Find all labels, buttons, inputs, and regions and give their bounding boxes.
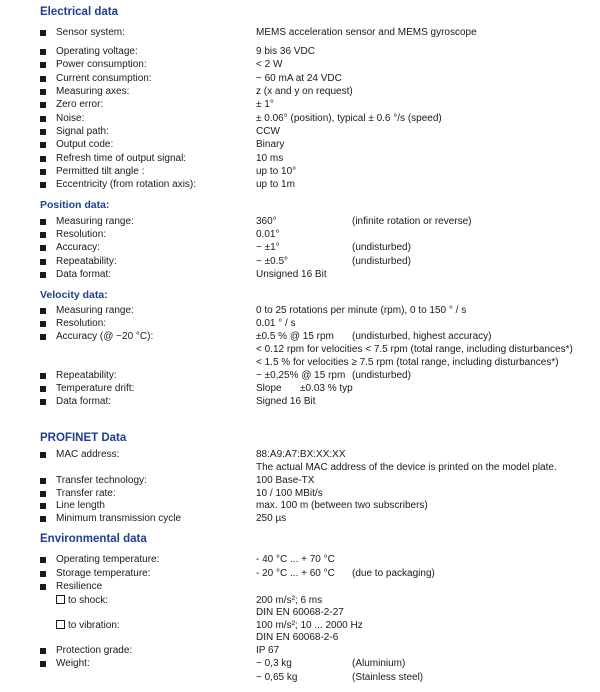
row-value: Binary	[256, 139, 285, 150]
velocity-accuracy-line3: < 1.5 % for velocities ≥ 7.5 rpm (total range, including disturbances*)	[256, 357, 559, 368]
row-label: Signal path:	[56, 126, 109, 137]
bullet	[40, 661, 46, 667]
env-weight-note1: (Aluminium)	[352, 658, 406, 669]
velocity-repeat-note: (undisturbed)	[352, 370, 411, 381]
bullet	[40, 584, 46, 590]
velocity-format-value: Signed 16 Bit	[256, 396, 316, 407]
env-protection-label: Protection grade:	[56, 645, 133, 656]
bullet	[40, 321, 46, 327]
row-value: 9 bis 36 VDC	[256, 46, 315, 57]
row-note: (undisturbed)	[352, 256, 411, 267]
bullet	[40, 49, 46, 55]
row-label: Measuring range:	[56, 216, 134, 227]
velocity-accuracy-line2: < 0.12 rpm for velocities < 7.5 rpm (total range, including disturbances*)	[256, 344, 573, 355]
row-label: Resolution:	[56, 229, 107, 240]
bullet	[40, 386, 46, 392]
row-label: Sensor system:	[56, 27, 125, 38]
velocity-repeat-label: Repeatability:	[56, 370, 117, 381]
section-title-velocity: Velocity data:	[40, 289, 108, 301]
velocity-resolution-label: Resolution:	[56, 318, 107, 329]
bullet	[40, 373, 46, 379]
env-vibration-label: to vibration:	[68, 620, 120, 631]
velocity-accuracy-label: Accuracy (@ ~20 °C):	[56, 331, 154, 342]
velocity-repeat-value: ~ ±0,25% @ 15 rpm	[256, 370, 346, 381]
row-label: Repeatability:	[56, 256, 117, 267]
bullet	[40, 116, 46, 122]
bullet	[40, 272, 46, 278]
velocity-resolution-value: 0.01 ° / s	[256, 318, 296, 329]
bullet	[40, 478, 46, 484]
row-label: Minimum transmission cycle	[56, 513, 182, 524]
env-protection-value: IP 67	[256, 645, 280, 656]
bullet	[40, 571, 46, 577]
env-vibration-item	[56, 620, 120, 631]
row-value: 100 Base-TX	[256, 475, 315, 486]
velocity-drift-label: Temperature drift:	[56, 383, 135, 394]
checkbox-icon	[56, 595, 65, 604]
env-weight-value1: ~ 0,3 kg	[256, 658, 292, 669]
env-op-temp-label: Operating temperature:	[56, 554, 160, 565]
row-label: Zero error:	[56, 99, 104, 110]
velocity-drift-value: Slope	[256, 383, 282, 394]
row-value: ± 1°	[256, 99, 274, 110]
velocity-accuracy-value: ±0.5 % @ 15 rpm	[256, 331, 334, 342]
row-label: Permitted tilt angle :	[56, 166, 145, 177]
bullet	[40, 30, 46, 36]
velocity-range-value: 0 to 25 rotations per minute (rpm), 0 to 150 ° / s	[256, 305, 467, 316]
row-note: (undisturbed)	[352, 242, 411, 253]
row-value: ~ 60 mA at 24 VDC	[256, 73, 342, 84]
bullet	[40, 503, 46, 509]
env-weight-note2: (Stainless steel)	[352, 672, 424, 683]
env-weight-value2: ~ 0,65 kg	[256, 672, 298, 683]
velocity-drift-value2: ±0.03 % typ	[300, 383, 353, 394]
bullet	[40, 102, 46, 108]
bullet	[40, 156, 46, 162]
bullet	[40, 129, 46, 135]
bullet	[40, 334, 46, 340]
row-label: Operating voltage:	[56, 46, 138, 57]
row-label: Current consumption:	[56, 73, 152, 84]
row-label: Output code:	[56, 139, 114, 150]
bullet	[40, 76, 46, 82]
bullet	[40, 557, 46, 563]
bullet	[40, 245, 46, 251]
profinet-mac-value: 88:A9:A7:BX:XX:XX	[256, 449, 346, 460]
row-value: up to 10°	[256, 166, 297, 177]
bullet	[40, 399, 46, 405]
row-label: Noise:	[56, 113, 85, 124]
row-label: Refresh time of output signal:	[56, 153, 187, 164]
env-shock-label: to shock:	[68, 595, 109, 606]
row-label: Line length	[56, 500, 105, 511]
row-value: ± 0.06° (position), typical ± 0.6 °/s (speed)	[256, 113, 442, 124]
env-op-temp-value: - 40 °C ... + 70 °C	[256, 554, 335, 565]
section-title-environmental: Environmental data	[40, 533, 147, 545]
env-st-temp-label: Storage temperature:	[56, 568, 151, 579]
bullet	[40, 648, 46, 654]
bullet	[40, 182, 46, 188]
row-value: max. 100 m (between two subscribers)	[256, 500, 428, 511]
row-note: (infinite rotation or reverse)	[352, 216, 472, 227]
velocity-format-label: Data format:	[56, 396, 112, 407]
velocity-accuracy-note: (undisturbed, highest accuracy)	[352, 331, 492, 342]
row-value: CCW	[256, 126, 280, 137]
profinet-mac-note: The actual MAC address of the device is printed on the model plate.	[256, 462, 557, 473]
env-weight-label: Weight:	[56, 658, 90, 669]
env-resilience-label: Resilience	[56, 581, 103, 592]
bullet	[40, 452, 46, 458]
row-value: < 2 W	[256, 59, 283, 70]
env-st-temp-note: (due to packaging)	[352, 568, 435, 579]
bullet	[40, 259, 46, 265]
bullet	[40, 491, 46, 497]
row-value: z (x and y on request)	[256, 86, 353, 97]
row-value: 10 / 100 MBit/s	[256, 488, 323, 499]
bullet	[40, 219, 46, 225]
env-shock-item	[56, 595, 108, 606]
bullet	[40, 169, 46, 175]
env-shock-value: 200 m/s²; 6 ms	[256, 595, 323, 606]
row-value: 360°	[256, 216, 277, 227]
row-label: Transfer rate:	[56, 488, 116, 499]
bullet	[40, 89, 46, 95]
row-value: Unsigned 16 Bit	[256, 269, 327, 280]
velocity-range-label: Measuring range:	[56, 305, 134, 316]
row-value: MEMS acceleration sensor and MEMS gyroscope	[256, 27, 477, 38]
row-value: 0.01°	[256, 229, 280, 240]
row-label: Eccentricity (from rotation axis):	[56, 179, 197, 190]
env-vibration-value: 100 m/s²; 10 ... 2000 Hz	[256, 620, 363, 631]
row-value: ~ ±0.5°	[256, 256, 289, 267]
row-label: Measuring axes:	[56, 86, 130, 97]
env-st-temp-value: - 20 °C ... + 60 °C	[256, 568, 335, 579]
checkbox-icon	[56, 620, 65, 629]
profinet-mac-label: MAC address:	[56, 449, 120, 460]
env-vibration-std: DIN EN 60068-2-6	[256, 632, 339, 643]
section-title-position: Position data:	[40, 199, 110, 211]
section-title-profinet: PROFINET Data	[40, 432, 127, 444]
env-shock-std: DIN EN 60068-2-27	[256, 607, 344, 618]
section-title-electrical: Electrical data	[40, 6, 118, 18]
bullet	[40, 142, 46, 148]
row-value: up to 1m	[256, 179, 295, 190]
row-value: ~ ±1°	[256, 242, 280, 253]
bullet	[40, 62, 46, 68]
bullet	[40, 232, 46, 238]
row-value: 10 ms	[256, 153, 284, 164]
row-label: Accuracy:	[56, 242, 100, 253]
bullet	[40, 308, 46, 314]
row-label: Power consumption:	[56, 59, 147, 70]
bullet	[40, 516, 46, 522]
row-label: Transfer technology:	[56, 475, 147, 486]
row-label: Data format:	[56, 269, 112, 280]
row-value: 250 µs	[256, 513, 287, 524]
